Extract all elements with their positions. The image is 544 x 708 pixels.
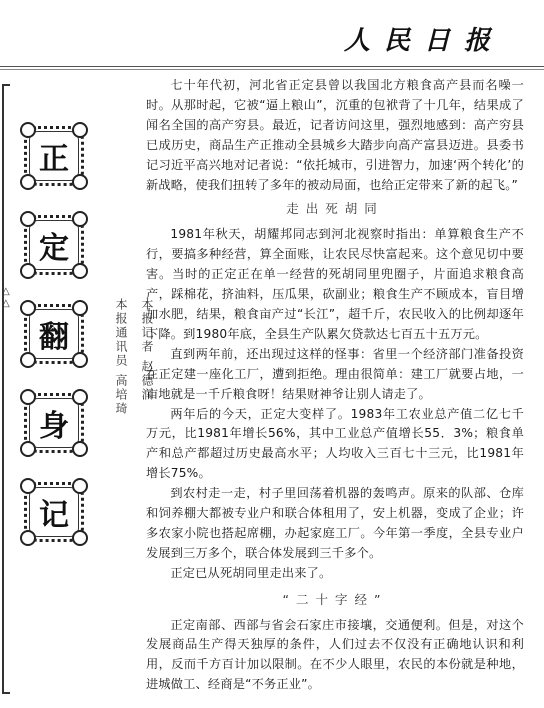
- frame-corner-ornament: [72, 263, 88, 279]
- masthead-rule: [0, 66, 544, 67]
- headline-char-text: 翻: [39, 320, 69, 355]
- frame-corner-ornament: [20, 263, 36, 279]
- frame-corner-ornament: [20, 211, 36, 227]
- headline-char-5: [24, 482, 84, 542]
- frame-corner-ornament: [20, 122, 36, 138]
- frame-corner-ornament: [72, 389, 88, 405]
- left-margin-bracket: [2, 84, 12, 694]
- section-subhead: “二十字经”: [282, 591, 388, 607]
- frame-corner-ornament: [20, 174, 36, 190]
- article-paragraph: 正定南部、西部与省会石家庄市接壤，交通便利。但是，对这个发展商品生产得天独厚的条件，人们过去不仅没有正确地认识和利用，反而千方百计加以限制。在不少人眼里，农民的本份就是种地，进城做工、经商是“不务正业”。: [146, 617, 524, 692]
- frame-corner-ornament: [72, 352, 88, 368]
- headline-char-1: [24, 126, 84, 186]
- article-paragraph: 1981年秋天，胡耀邦同志到河北视察时指出：单算粮食生产不行，要搞多种经营，算全面账，让农民尽快富起来。这个意见切中要害。当时的正定正在单一经营的死胡同里兜圈子，片面追求粮食高产，踩棉花，挤油料，压瓜果，砍副业；粮食生产不顾成本，盲目增加水肥，结果，粮食亩产过“长江”，超千斤，农民收入的比例却逐年下降。到1980年底，全县生产队累欠贷款达七百五十五万元。: [146, 227, 524, 341]
- masthead-rule-secondary: [0, 69, 544, 70]
- headline-char-2: [24, 215, 84, 275]
- article-paragraph: 直到两年前，还出现过这样的怪事：省里一个经济部门准备投资在正定建一座化工厂，遭到拒绝。理由很简单：建工厂就要占地，一亩地就是一千斤粮食呀！结果财神爷让别人请走了。: [146, 346, 524, 401]
- frame-corner-ornament: [20, 441, 36, 457]
- section-subhead: 走出死胡同: [286, 201, 384, 217]
- headline-char-text: 定: [39, 231, 69, 266]
- byline-correspondent: 本报通讯员 高培琦: [114, 298, 128, 416]
- article-paragraph: 正定已从死胡同里走出来了。: [170, 565, 332, 580]
- headline-column: [24, 126, 96, 571]
- frame-corner-ornament: [72, 300, 88, 316]
- frame-corner-ornament: [20, 389, 36, 405]
- byline-reporter: 本报记者 赵德润: [140, 298, 154, 402]
- margin-triangle-marks: △ △: [2, 286, 10, 309]
- frame-corner-ornament: [20, 300, 36, 316]
- frame-corner-ornament: [20, 478, 36, 494]
- headline-char-text: 正: [39, 142, 69, 177]
- article-paragraph: 到农村走一走，村子里回荡着机器的轰鸣声。原来的队部、仓库和饲养棚大都被专业户和联合体租用了，安上机器，变成了企业；许多农家小院也搭起席棚，办起家庭工厂。今年第一季度，全县专业户发展到三万多个，联合体发展到三千多个。: [146, 486, 524, 560]
- article-body: [146, 76, 524, 695]
- frame-corner-ornament: [72, 174, 88, 190]
- headline-char-3: [24, 304, 84, 364]
- frame-corner-ornament: [72, 530, 88, 546]
- masthead: 人民日报: [343, 26, 504, 56]
- frame-corner-ornament: [20, 352, 36, 368]
- article-paragraph: 七十年代初，河北省正定县曾以我国北方粮食高产县而名噪一时。从那时起，它被“逼上粮山”，沉重的包袱背了十几年，结果成了闻名全国的高产穷县。最近，记者访问这里，强烈地感到：高产穷县已成历史，商品生产正推动全县城乡大踏步向高产富县迈进。县委书记习近平高兴地对记者说：“依托城市，引进智力，加速‘两个转化’的新战略，使我们扭转了多年的被动局面，也给正定带来了新的起飞。”: [146, 78, 524, 192]
- frame-corner-ornament: [72, 478, 88, 494]
- frame-corner-ornament: [72, 122, 88, 138]
- headline-char-4: [24, 393, 84, 453]
- article-paragraph: 两年后的今天，正定大变样了。1983年工农业总产值二亿七千万元，比1981年增长56%，其中工业总产值增长55．3%；粮食单产和总产都超过历史最高水平；人均收入三百七十三元，比1981年增长75%。: [146, 406, 524, 481]
- headline-char-text: 记: [39, 498, 69, 533]
- frame-corner-ornament: [72, 211, 88, 227]
- frame-corner-ornament: [20, 530, 36, 546]
- frame-corner-ornament: [72, 441, 88, 457]
- headline-char-text: 身: [39, 409, 69, 444]
